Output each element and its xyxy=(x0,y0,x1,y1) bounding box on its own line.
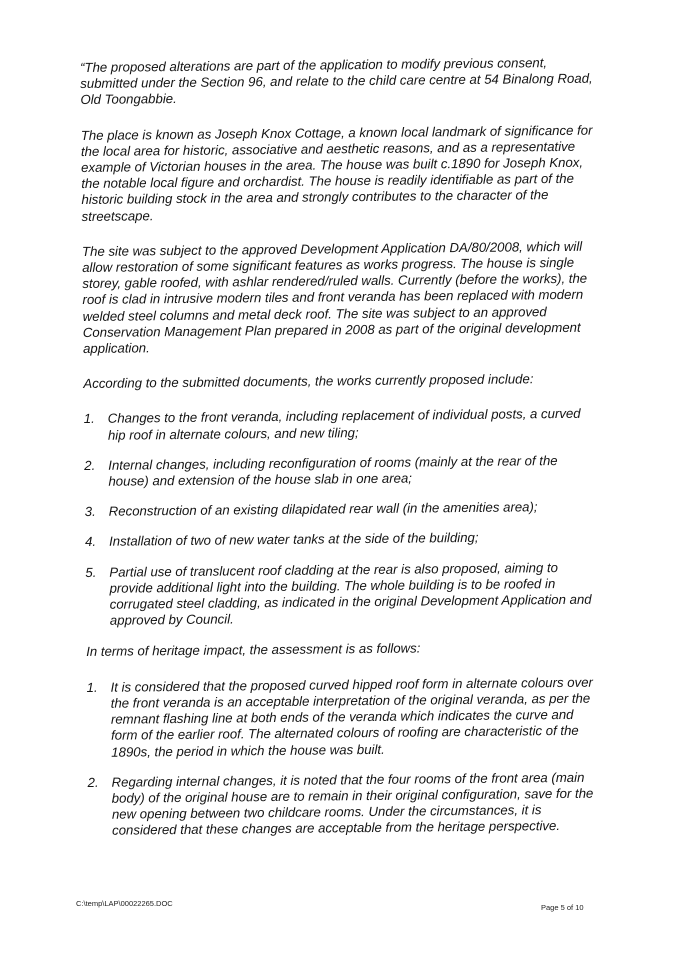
list-item xyxy=(85,499,600,521)
list-number: 2. xyxy=(84,457,96,473)
footer-file-path: C:\temp\LAP\00022265.DOC xyxy=(76,899,173,908)
list-text: Installation of two of new water tanks at the side of the building; xyxy=(108,530,479,550)
list-item xyxy=(84,452,599,490)
list-number: 3. xyxy=(84,504,96,520)
list-text: Changes to the front veranda, including replacement of individual posts, a curved hip roof in alternate colours, and new tiling; xyxy=(107,406,581,443)
footer-page-number: Page 5 of 10 xyxy=(541,903,584,912)
list-number: 2. xyxy=(87,774,99,790)
list-text: Internal changes, including reconfiguration of rooms (mainly at the rear of the house) and extension of the house slab in one area; xyxy=(108,452,558,489)
list-number: 4. xyxy=(84,534,97,550)
document-body xyxy=(80,55,603,855)
paragraph-intro: “The proposed alterations are part of the application to modify previous consent, submitted under the Section 96, and relate to the child care centre at 54 Binalong Road, Old Toongabbie. xyxy=(80,55,593,108)
assessment-list xyxy=(86,674,603,839)
list-item xyxy=(85,529,600,551)
paragraph-place-description: The place is known as Joseph Knox Cottage, a known local landmark of significance for the local area for historic, associative and aesthetic reasons, and as a representative example of Victorian houses in the area. The house was built c.1890 for Joseph Knox, the notable local figure and orchardist. The house is readily identifiable as part of the historic building stock in the area and strongly contributes to the character of the streetscape. xyxy=(80,122,593,224)
list-item xyxy=(84,406,599,444)
list-text: It is considered that the proposed curved hipped roof form in alternate colours over the front veranda is an acceptable interpretation of the original veranda, as per the remnant flashing line at both ends of the veranda which indicates the curve and form of the earlier roof. The alternated colours of roofing are characteristic of the 1890s, the period in which the house was built. xyxy=(110,674,593,760)
paragraph-works-intro: According to the submitted documents, the works currently proposed include: xyxy=(83,371,534,392)
list-text: Regarding internal changes, it is noted that the four rooms of the front area (main body) of the original house are to remain in their original configuration, save for the new opening between two childcare rooms. Under the circumstances, it is considered that these changes are acceptable from the heritage perspective. xyxy=(111,769,594,839)
paragraph-assessment-intro: In terms of heritage impact, the assessment is as follows: xyxy=(86,640,421,660)
list-item xyxy=(86,674,602,760)
list-item xyxy=(87,769,603,839)
works-list xyxy=(84,406,601,629)
list-number: 5. xyxy=(85,564,97,580)
list-text: Partial use of translucent roof cladding at the rear is also proposed, aiming to provide additional light into the building. The whole building is to be roofed in corrugated steel cladding, as indicated in the original Development Application and approved by Council. xyxy=(109,559,592,628)
list-text: Reconstruction of an existing dilapidated rear wall (in the amenities area); xyxy=(108,499,538,519)
list-number: 1. xyxy=(86,679,98,695)
list-item xyxy=(85,559,601,629)
list-number: 1. xyxy=(83,411,95,427)
paragraph-site-history: The site was subject to the approved Development Application DA/80/2008, which will allow restoration of some significant features as works progress. The house is single storey, gable roofed, with ashlar rendered/ruled walls. Currently (before the works), the roof is clad in intrusive modern tiles and front veranda has been replaced with modern welded steel columns and metal deck roof. The site was subject to an approved Conservation Management Plan prepared in 2008 as part of the original development application. xyxy=(81,238,588,357)
